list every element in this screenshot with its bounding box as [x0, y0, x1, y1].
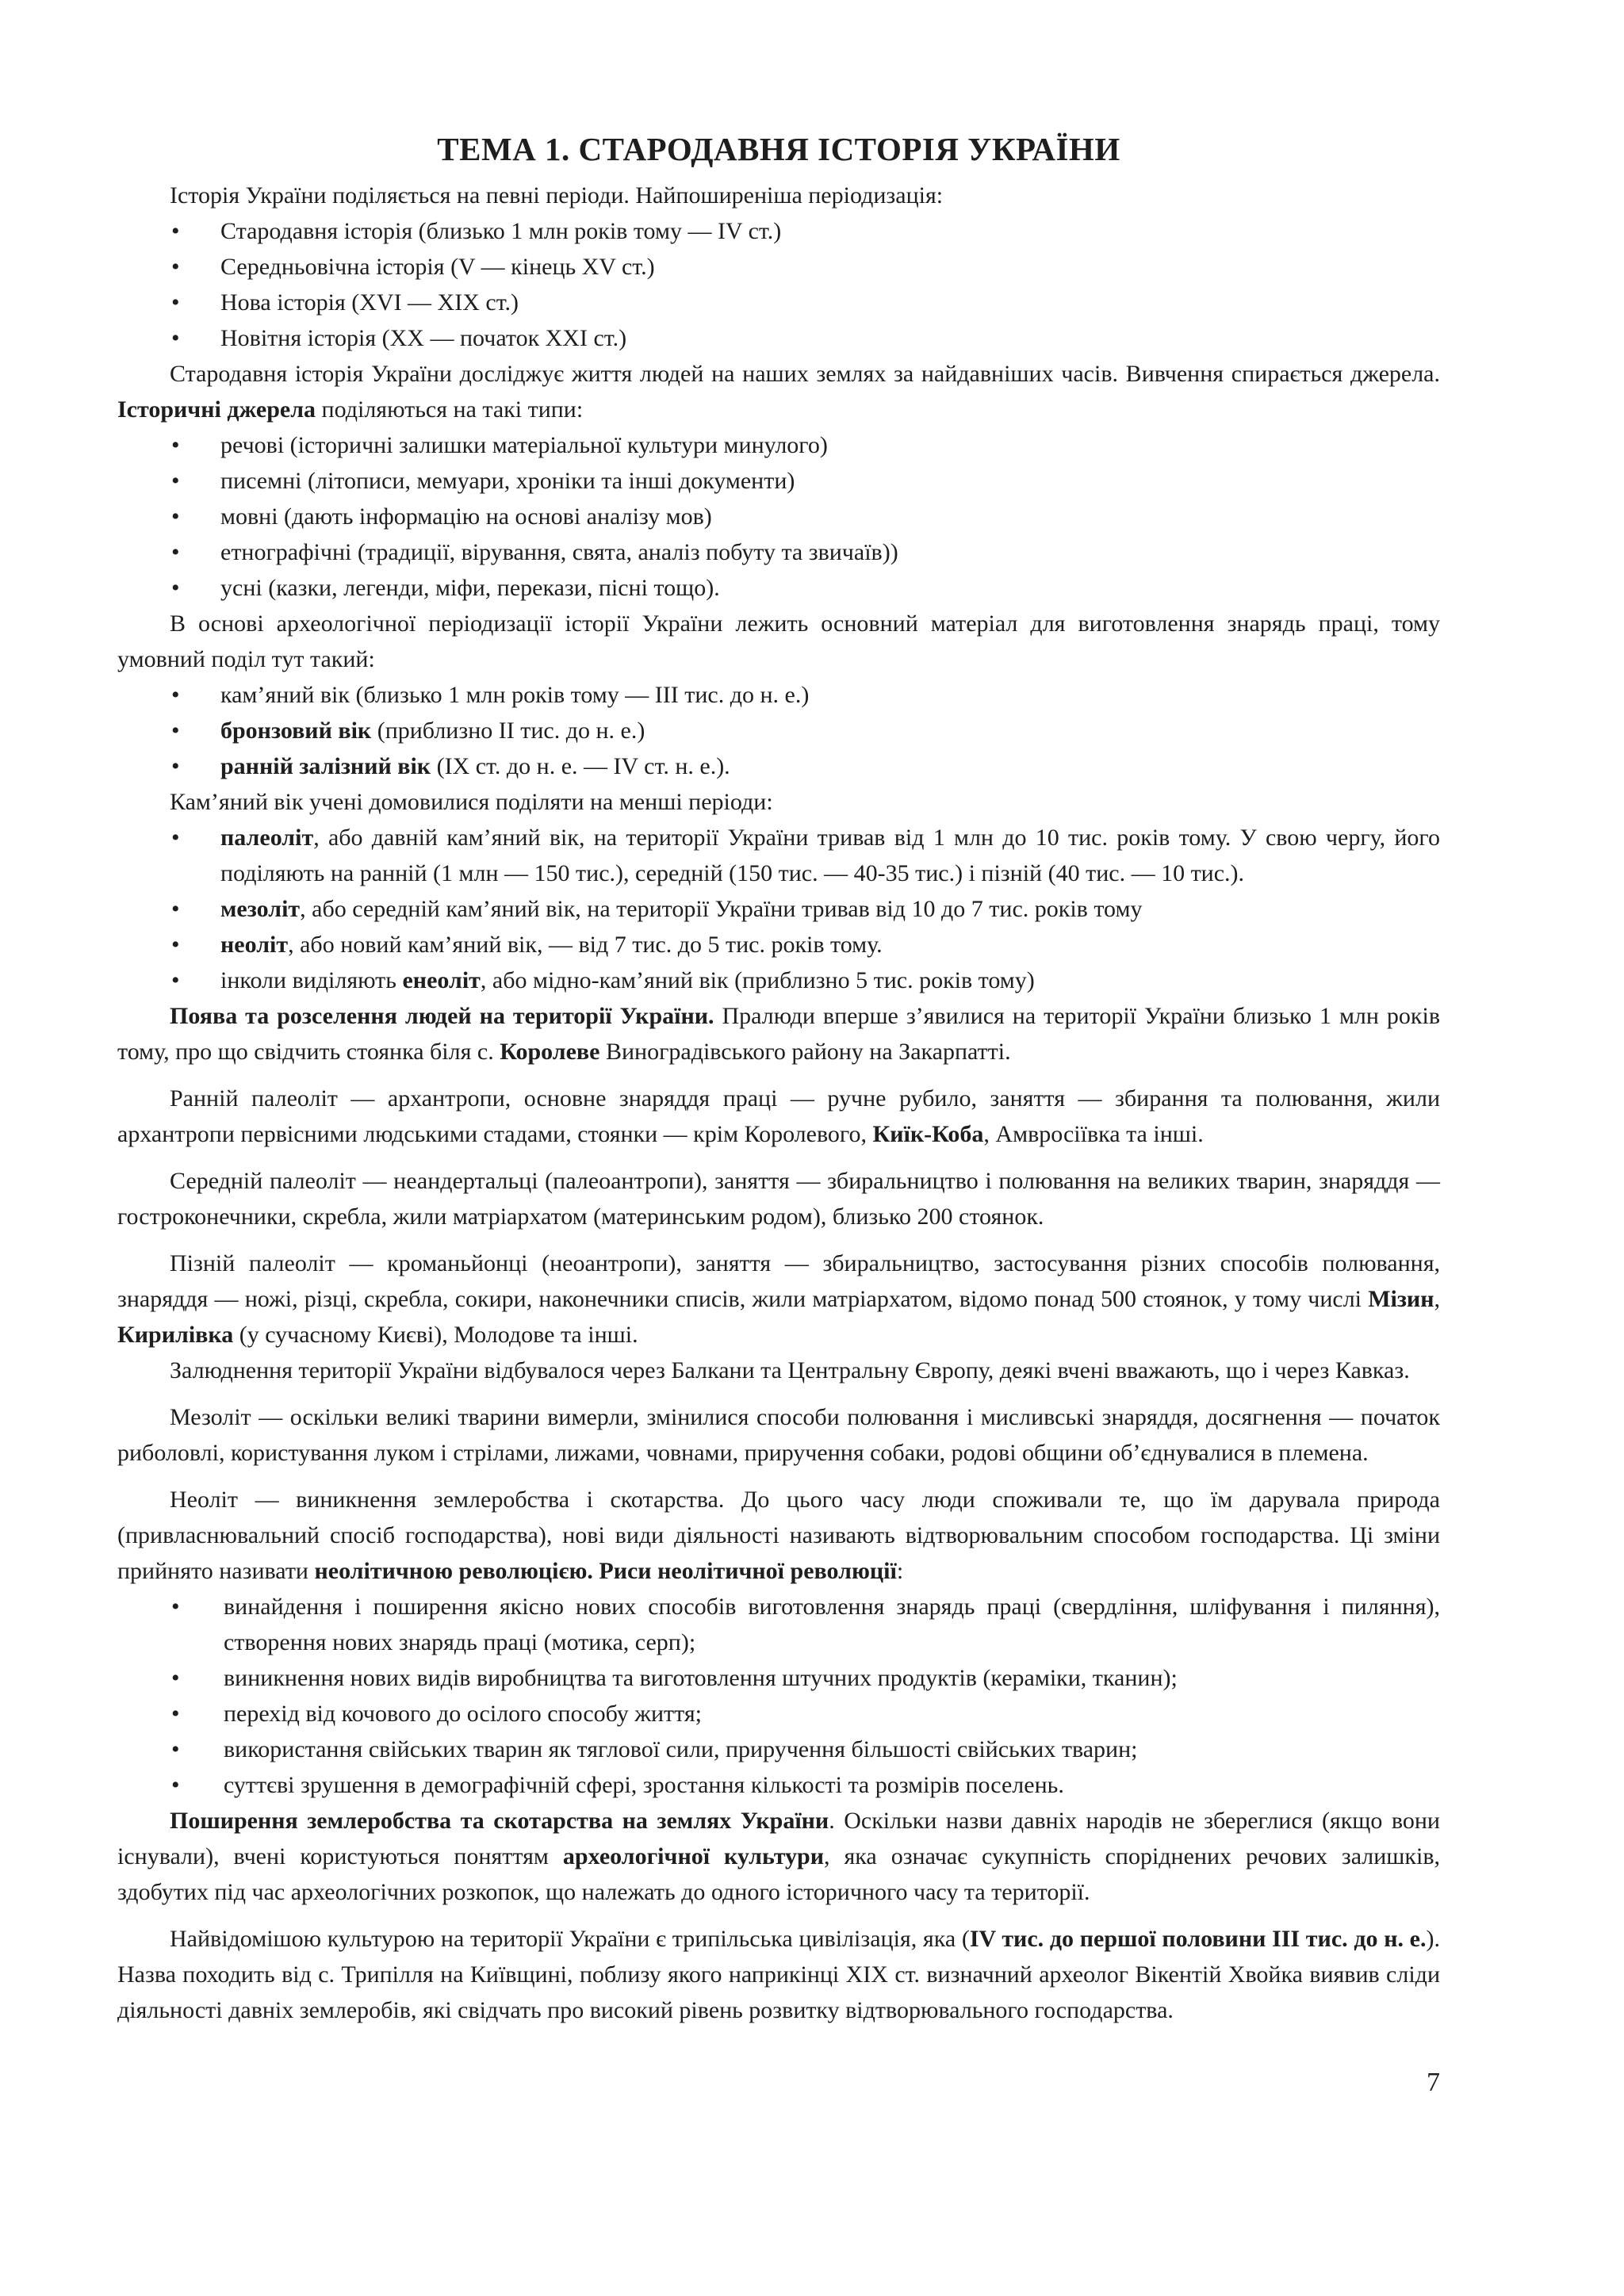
late-paleolith-paragraph: [117, 1246, 1440, 1353]
age-term: бронзовий вік: [220, 718, 372, 744]
settlement-tail: Виноградівського району на Закарпатті.: [599, 1039, 1011, 1065]
list-item: [117, 820, 1440, 891]
list-item: • усні (казки, легенди, міфи, перекази, пісні тощо).: [117, 570, 1440, 606]
spread-tail: , яка означає сукупність споріднених речових залишків, здобутих під час археологічних розкопок, що належать до одного історичного часу та території.: [117, 1843, 1440, 1905]
archaeo-paragraph: В основі археологічної періодизації історії України лежить основний матеріал для виготовлення знарядь праці, тому умовний поділ тут такий:: [117, 610, 1440, 672]
period-text: , або новий кам’яний вік, — від 7 тис. до 5 тис. років тому.: [288, 932, 883, 958]
list-item: • Новітня історія (XX — початок XXI ст.): [117, 320, 1440, 356]
list-item: • суттєві зрушення в демографічній сфері, зростання кількості та розмірів поселень.: [117, 1767, 1440, 1803]
list-item: • Стародавня історія (близько 1 млн років тому — IV ст.): [117, 213, 1440, 249]
period-term: неоліт: [220, 932, 289, 958]
stone-periods-list: [117, 820, 1440, 998]
list-item: [117, 927, 1440, 962]
age-text: (приблизно II тис. до н. е.): [371, 718, 645, 744]
period-term: палеоліт: [220, 825, 314, 851]
list-item: • писемні (літописи, мемуари, хроніки та інші документи): [117, 463, 1440, 499]
settle-routes-paragraph: Залюднення території України відбувалося через Балкани та Центральну Європу, деякі вчені вважають, що і через Кавказ.: [170, 1357, 1410, 1383]
list-item: [117, 748, 1440, 784]
trypillia-dates: IV тис. до першої половини III тис. до н. е.: [969, 1926, 1427, 1952]
sources-list: [117, 427, 1440, 606]
page-title: ТЕМА 1. СТАРОДАВНЯ ІСТОРІЯ УКРАЇНИ: [437, 131, 1120, 167]
list-item: • Нова історія (XVI — XIX ст.): [117, 285, 1440, 320]
sources-tail: поділяються на такі типи:: [316, 396, 584, 423]
stone-paragraph: Кам’яний вік учені домовилися поділяти на менші періоди:: [170, 789, 773, 815]
list-item: [117, 891, 1440, 927]
spread-paragraph: [117, 1803, 1440, 1910]
spacer: [117, 1910, 1440, 1921]
spacer: [117, 1070, 1440, 1081]
page-content: [117, 127, 1440, 2028]
list-item: • мовні (дають інформацію на основі аналізу мов): [117, 499, 1440, 534]
period-term: мезоліт: [220, 896, 301, 922]
list-item: [117, 713, 1440, 748]
spacer: [117, 1152, 1440, 1163]
late-paleolith-text: Пізній палеоліт — кроманьйонці (неоантропи), заняття — збиральництво, застосування різних способів полювання, знаряддя — ножі, різці, скребла, сокири, наконечники списів, жили матріархатом, відомо понад 500 стоянок, у тому числі: [117, 1250, 1440, 1312]
settlement-paragraph: [117, 998, 1440, 1070]
early-paleolith-site: Киїк-Коба: [872, 1121, 984, 1147]
neolith-term: неолітичною революцією. Риси неолітичної революції: [314, 1558, 897, 1584]
spacer: [117, 1388, 1440, 1399]
settlement-text: Пралюди вперше з’явилися на території України близько 1 млн років тому, про що свідчить стоянка біля с.: [117, 1003, 1440, 1065]
age-term: ранній залізний вік: [220, 753, 431, 779]
mesolith-paragraph: Мезоліт — оскільки великі тварини вимерли, змінилися способи полювання і мисливські знаряддя, досягнення — початок риболовлі, користування луком і стрілами, лижами, човнами, приручення собаки, родові общини об’єднувалися в племена.: [117, 1404, 1440, 1466]
late-paleolith-tail: (у сучасному Києві), Молодове та інші.: [233, 1322, 638, 1348]
period-text: , або середній кам’яний вік, на території України тривав від 10 до 7 тис. років тому: [300, 896, 1143, 922]
spacer: [117, 1234, 1440, 1246]
list-item: • перехід від кочового до осілого способу життя;: [117, 1696, 1440, 1732]
early-paleolith-tail: , Амвросіївка та інші.: [983, 1121, 1204, 1147]
trypillia-text: Найвідомішою культурою на території України є трипільська цивілізація, яка (: [170, 1926, 970, 1952]
list-item: • етнографічні (традиції, вірування, свята, аналіз побуту та звичаїв)): [117, 534, 1440, 570]
spread-heading: Поширення землеробства та скотарства на землях України: [170, 1808, 829, 1834]
age-text: (IX ст. до н. е. — IV ст. н. е.).: [431, 753, 730, 779]
list-item: [117, 962, 1440, 998]
neolith-tail: :: [896, 1558, 904, 1584]
spread-term: археологічної культури: [562, 1843, 825, 1869]
list-item: • Середньовічна історія (V — кінець XV ст.): [117, 249, 1440, 285]
period-text: , або давній кам’яний вік, на території України тривав від 1 млн до 10 тис. років тому. У свою чергу, його поділяють на ранній (1 млн — 150 тис.), середній (150 тис. — 40-35 тис.) і пізній (40 тис. — 10 тис.).: [220, 825, 1440, 886]
sources-text: Стародавня історія України досліджує життя людей на наших землях за найдавніших часів. Вивчення спирається джерела.: [170, 361, 1440, 387]
sources-paragraph: [117, 356, 1440, 427]
late-paleolith-site-2: Кирилівка: [117, 1322, 234, 1348]
neolith-text: Неоліт — виникнення землеробства і скотарства. До цього часу люди споживали те, що їм дарувала природа (привласнювальний спосіб господарства), нові види діяльності називають відтворювальним способом господарства. Ці зміни прийнято називати: [117, 1487, 1440, 1584]
trypillia-paragraph: [117, 1921, 1440, 2028]
middle-paleolith-paragraph: Середній палеоліт — неандертальці (палеоантропи), заняття — збиральництво і полювання на великих тварин, знаряддя — гостроконечники, скребла, жили матріархатом (материнським родом), близько 200 стоянок.: [117, 1168, 1440, 1230]
neolith-features-list: [117, 1589, 1440, 1803]
neolith-paragraph: [117, 1482, 1440, 1589]
spacer: [117, 1471, 1440, 1482]
periods-list: [117, 213, 1440, 356]
list-item: • речові (історичні залишки матеріальної культури минулого): [117, 427, 1440, 463]
spread-text: . Оскільки назви давніх народів не збереглися (якщо вони існували), вчені користуються поняттям: [117, 1808, 1440, 1869]
list-item: • використання свійських тварин як тяглової сили, приручення більшості свійських тварин;: [117, 1732, 1440, 1767]
late-paleolith-site-1: Мізин: [1368, 1286, 1434, 1312]
list-item: • виникнення нових видів виробництва та виготовлення штучних продуктів (кераміки, тканин);: [117, 1660, 1440, 1696]
page-number: 7: [1427, 2068, 1440, 2097]
list-item: [117, 677, 1440, 713]
sources-term: Історичні джерела: [117, 396, 316, 423]
trypillia-tail: ). Назва походить від с. Трипілля на Київщині, поблизу якого наприкінці XIX ст. визначний археолог Вікентій Хвойка виявив сліди діяльності давніх землеробів, які свідчать про високий рівень розвитку відтворювального господарства.: [117, 1926, 1440, 2023]
early-paleolith-paragraph: [117, 1081, 1440, 1152]
early-paleolith-text: Ранній палеоліт — архантропи, основне знаряддя праці — ручне рубило, заняття — збирання та полювання, жили архантропи первісними людськими стадами, стоянки — крім Королевого,: [117, 1085, 1440, 1147]
intro-paragraph: Історія України поділяється на певні періоди. Найпоширеніша періодизація:: [170, 182, 944, 209]
late-paleolith-sep: ,: [1434, 1286, 1440, 1312]
period-term: енеоліт: [402, 967, 481, 993]
age-text: кам’яний вік (близько 1 млн років тому — III тис. до н. е.): [220, 682, 810, 708]
ages-list: [117, 677, 1440, 784]
settlement-place: Королеве: [500, 1039, 600, 1065]
list-item: • винайдення і поширення якісно нових способів виготовлення знарядь праці (свердління, шліфування і пиляння), створення нових знарядь праці (мотика, серп);: [117, 1589, 1440, 1660]
period-text: , або мідно-кам’яний вік (приблизно 5 тис. років тому): [480, 967, 1035, 993]
period-pre: інколи виділяють: [220, 967, 403, 993]
settlement-heading: Поява та розселення людей на території України.: [170, 1003, 714, 1029]
